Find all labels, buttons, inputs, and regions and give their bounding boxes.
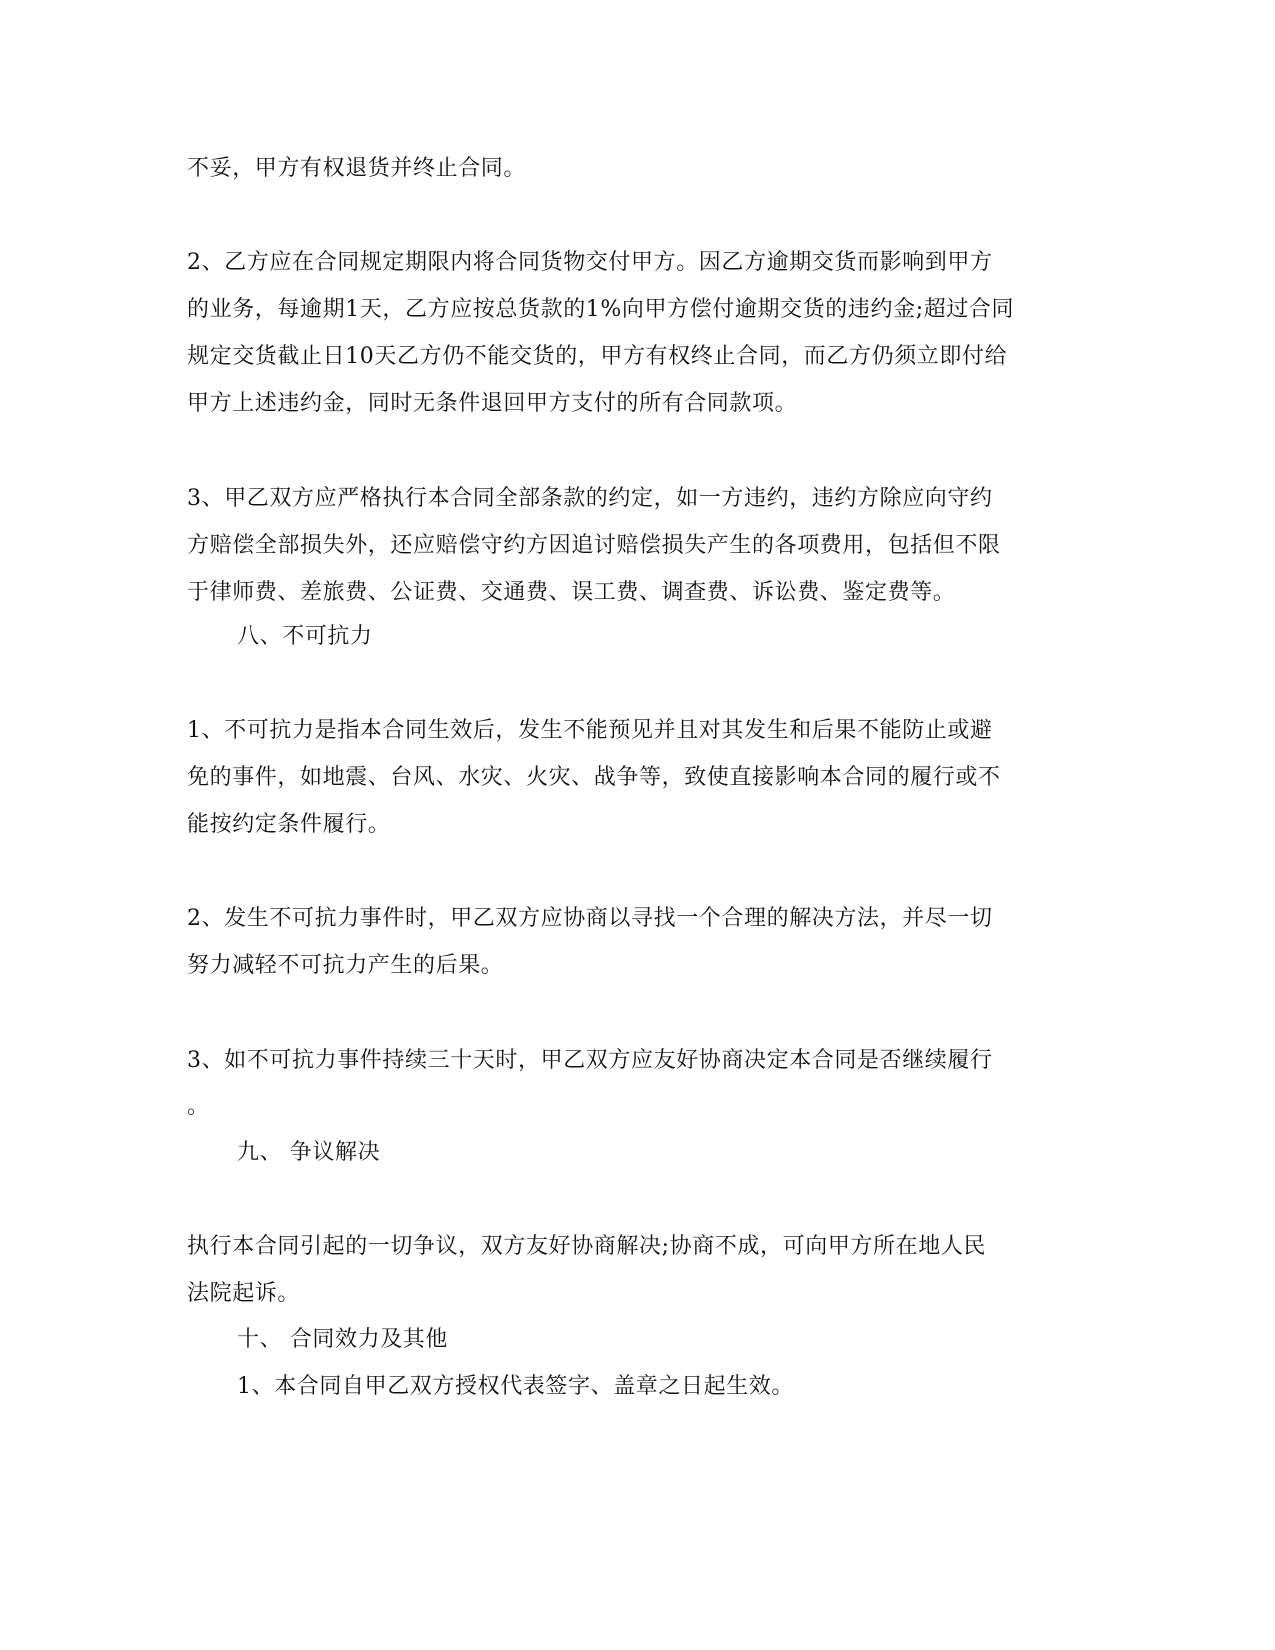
paragraph-line: 方赔偿全部损失外，还应赔偿守约方因追讨赔偿损失产生的各项费用，包括但不限 (187, 533, 1001, 558)
paragraph-line: 1、本合同自甲乙双方授权代表签字、盖章之日起生效。 (237, 1374, 794, 1399)
paragraph-line: 2、乙方应在合同规定期限内将合同货物交付甲方。因乙方逾期交货而影响到甲方 (187, 250, 993, 275)
paragraph-line: 。 (187, 1094, 210, 1119)
paragraph-line: 法院起诉。 (187, 1281, 301, 1306)
paragraph-line: 甲方上述违约金，同时无条件退回甲方支付的所有合同款项。 (187, 391, 798, 416)
section-heading: 八、不可抗力 (237, 624, 373, 649)
paragraph-line: 2、发生不可抗力事件时，甲乙双方应协商以寻找一个合理的解决方法，并尽一切 (187, 906, 993, 931)
section-heading: 十、 合同效力及其他 (237, 1327, 448, 1352)
paragraph-line: 努力减轻不可抗力产生的后果。 (187, 953, 504, 978)
paragraph-line: 3、甲乙双方应严格执行本合同全部条款的约定，如一方违约，违约方除应向守约 (187, 486, 993, 511)
section-heading: 九、 争议解决 (237, 1140, 381, 1165)
paragraph-line: 的业务，每逾期1天，乙方应按总货款的1%向甲方偿付逾期交货的违约金;超过合同 (187, 297, 1015, 322)
paragraph-line: 免的事件，如地震、台风、水灾、火灾、战争等，致使直接影响本合同的履行或不 (187, 765, 1001, 790)
paragraph-line: 执行本合同引起的一切争议，双方友好协商解决;协商不成，可向甲方所在地人民 (187, 1234, 987, 1259)
paragraph-line: 3、如不可抗力事件持续三十天时，甲乙双方应友好协商决定本合同是否继续履行 (187, 1048, 993, 1073)
paragraph-line: 不妥，甲方有权退货并终止合同。 (187, 156, 527, 181)
paragraph-line: 于律师费、差旅费、公证费、交通费、误工费、调查费、诉讼费、鉴定费等。 (187, 580, 956, 605)
paragraph-line: 1、不可抗力是指本合同生效后，发生不能预见并且对其发生和后果不能防止或避 (187, 718, 993, 743)
paragraph-line: 能按约定条件履行。 (187, 812, 391, 837)
paragraph-line: 规定交货截止日10天乙方仍不能交货的，甲方有权终止合同，而乙方仍须立即付给 (187, 344, 1008, 369)
